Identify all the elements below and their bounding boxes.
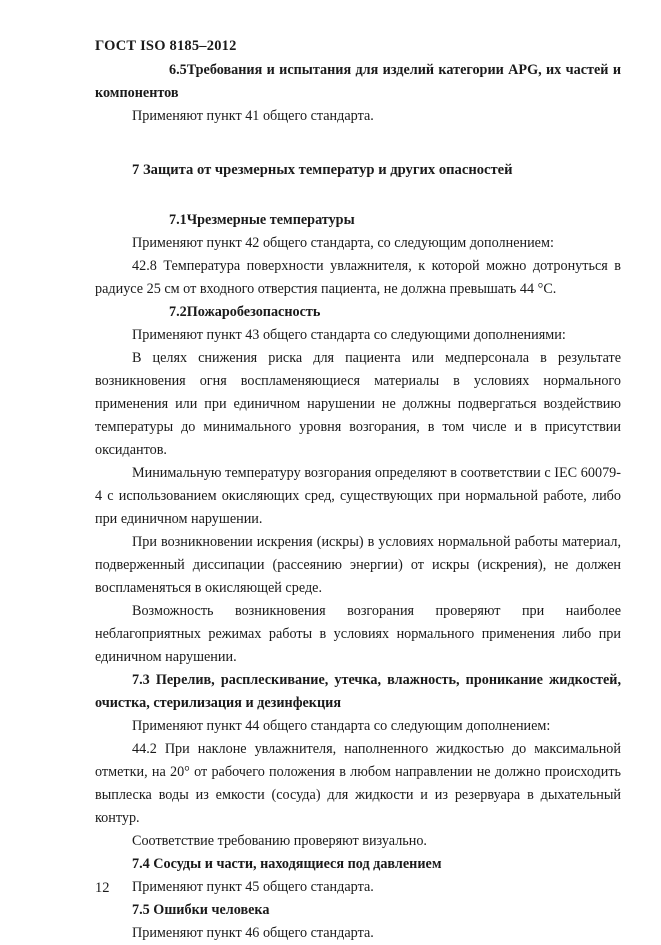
paragraph-fire-risk: В целях снижения риска для пациента или медперсонала в результате возникновения огня воспламеняющиеся материалы в условиях нормального применения или при единичном нарушении не должны подвергаться воздействию температуры до минимального уровня возгорания, в том числе и в присутствии оксидантов.: [95, 350, 621, 458]
section-7-5-text: Применяют пункт 46 общего стандарта.: [132, 925, 374, 941]
paragraph-ignition-temperature: Минимальную температуру возгорания определяют в соответствии с IEC 60079-4 с использованием окисляющих сред, существующих при нормальной работе, либо при единичном нарушении.: [95, 465, 621, 527]
paragraph-44-2: 44.2 При наклоне увлажнителя, наполненного жидкостью до максимальной отметки, на 20° от рабочего положения в любом направлении не должно происходить выплеска воды из емкости (сосуда) для жидкости и из резервуара в дыхательный контур.: [95, 741, 621, 826]
section-6-5-text: Применяют пункт 41 общего стандарта.: [132, 108, 374, 124]
paragraph-sparking: При возникновении искрения (искры) в условиях нормальной работы материал, подверженный диссипации (рассеянию энергии) от искры (искрения), не должен воспламеняться в окисляющей среде.: [95, 534, 621, 596]
section-7-4-text: Применяют пункт 45 общего стандарта.: [132, 879, 374, 895]
section-7-2-heading: [95, 301, 621, 324]
section-title: Требования и испытания для изделий категории APG, их частей и компонентов: [95, 62, 621, 101]
section-number: 7.2: [169, 304, 187, 320]
section-title: Чрезмерные температуры: [186, 212, 355, 228]
section-7-3-heading: 7.3 Перелив, расплескивание, утечка, влажность, проникание жидкостей, очистка, стерилизация и дезинфекция: [95, 672, 621, 711]
paragraph-42-8: 42.8 Температура поверхности увлажнителя, к которой можно дотронуться в радиусе 25 см от входного отверстия пациента, не должна превышать 44 °С.: [95, 258, 621, 297]
section-7-5-heading: 7.5 Ошибки человека: [132, 902, 270, 918]
standard-header: ГОСТ ISO 8185–2012: [95, 38, 237, 54]
section-7-1-heading: [95, 209, 621, 232]
paragraph-visual-check: Соответствие требованию проверяют визуально.: [132, 833, 427, 849]
section-7-2-text: Применяют пункт 43 общего стандарта со следующими дополнениями:: [132, 327, 566, 343]
document-body: [95, 59, 621, 945]
section-number: 7.1: [169, 212, 187, 228]
section-7-4-heading: 7.4 Сосуды и части, находящиеся под давлением: [132, 856, 442, 872]
section-6-5-heading: [95, 59, 621, 105]
section-7-1-text: Применяют пункт 42 общего стандарта, со следующим дополнением:: [132, 235, 554, 251]
section-title: Пожаробезопасность: [186, 304, 321, 320]
section-number: 6.5: [169, 62, 187, 78]
page-number: 12: [95, 880, 110, 896]
paragraph-fire-check: Возможность возникновения возгорания проверяют при наиболее неблагоприятных режимах работы в условиях нормального применения либо при единичном нарушении.: [95, 603, 621, 665]
section-7-heading: 7 Защита от чрезмерных температур и других опасностей: [132, 162, 513, 178]
section-7-3-text: Применяют пункт 44 общего стандарта со следующим дополнением:: [132, 718, 551, 734]
